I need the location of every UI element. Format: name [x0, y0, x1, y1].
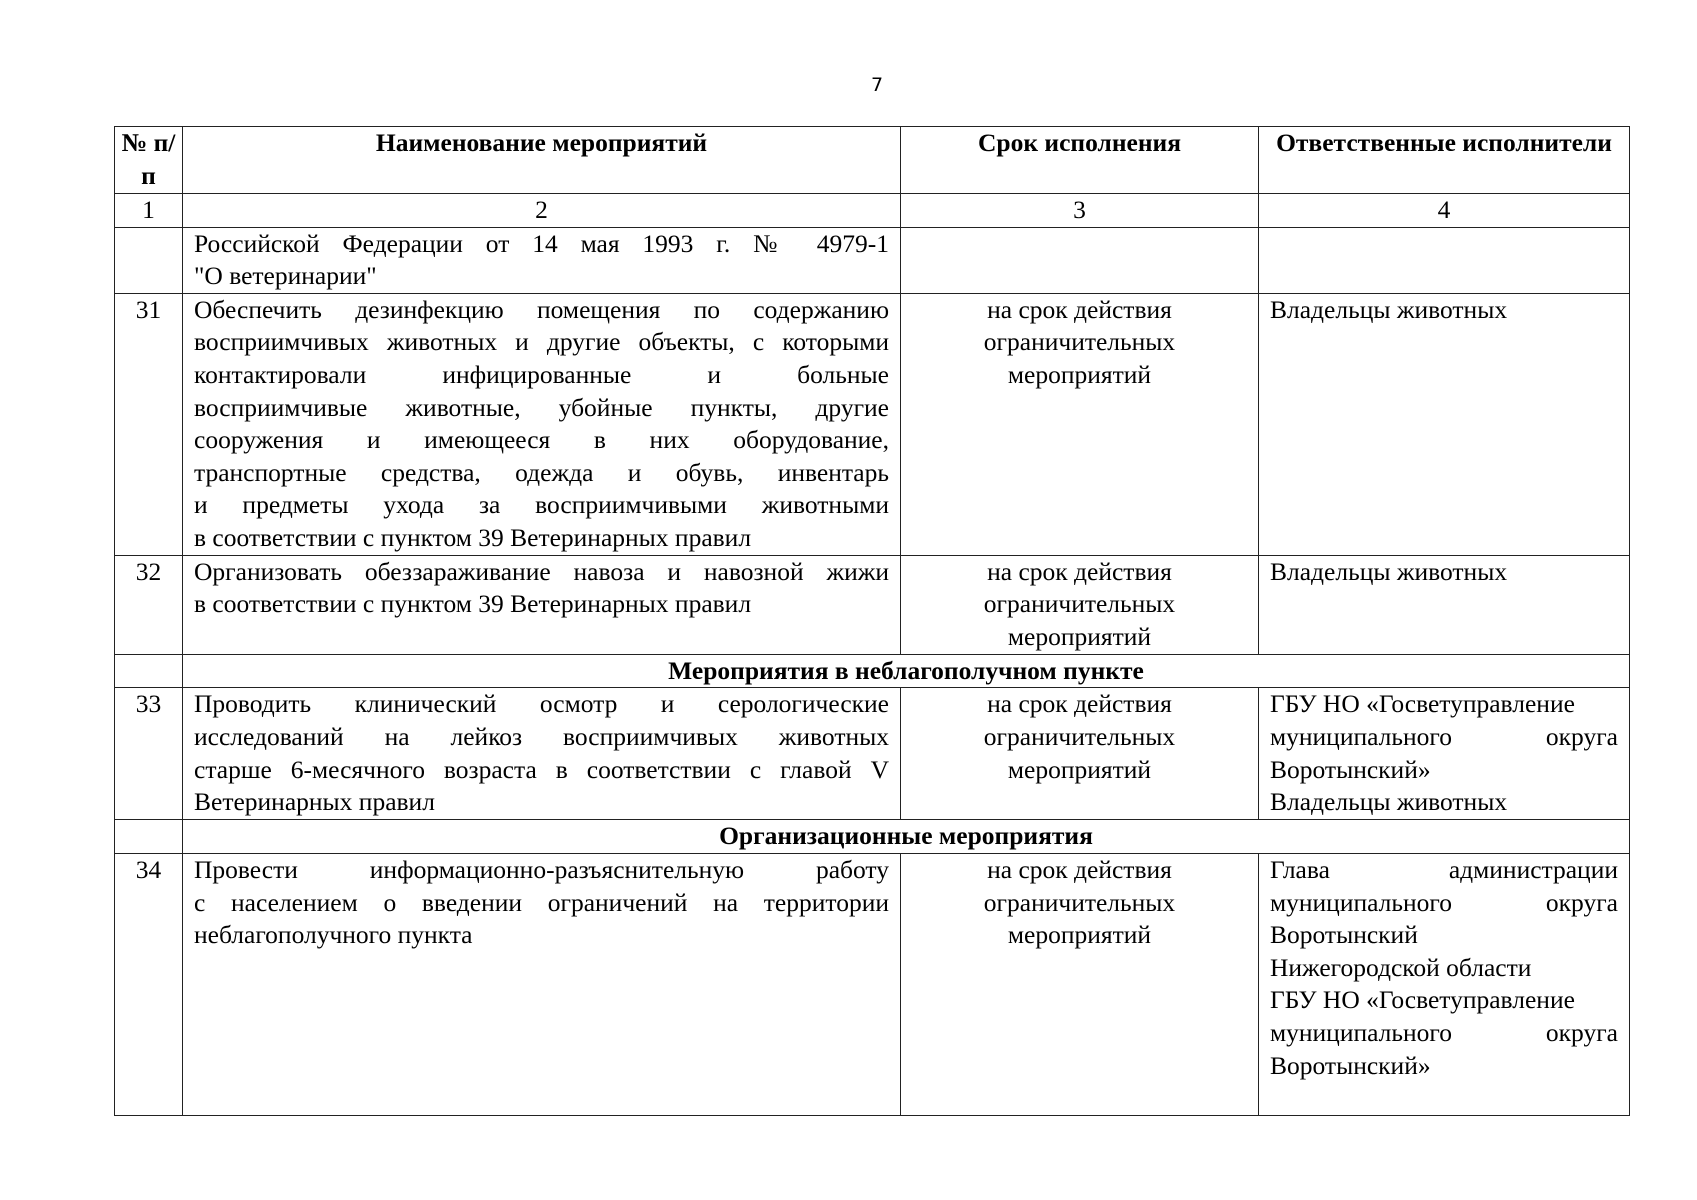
row-name: [183, 227, 901, 293]
row-name-line: в соответствии с пунктом 39 Ветеринарных правил: [194, 589, 752, 619]
row-term: [901, 293, 1259, 555]
row-responsible-line: ГБУ НО «Госветуправление: [1270, 985, 1575, 1015]
row-term-line: на срок действия: [987, 854, 1172, 884]
row-term: [901, 853, 1259, 1115]
row-number: 32: [115, 555, 183, 654]
section-title: Организационные мероприятия: [183, 820, 1630, 854]
section-title: Мероприятия в неблагополучном пункте: [183, 654, 1630, 688]
row-responsible-line: Воротынский: [1270, 920, 1418, 950]
row-term-line: ограничительных: [983, 887, 1176, 917]
header-row: [115, 127, 1630, 194]
header-term: Срок исполнения: [901, 127, 1259, 194]
row-term-line: мероприятий: [1007, 621, 1152, 651]
row-responsible-line: Воротынский»: [1270, 1050, 1431, 1080]
row-responsible-line: муниципального округа: [1270, 721, 1618, 751]
row-name-line: Обеспечить дезинфекцию помещения по содержанию: [194, 294, 889, 324]
row-number: 31: [115, 293, 183, 555]
row-responsible-line: Воротынский»: [1270, 754, 1431, 784]
table-row: [115, 688, 1630, 820]
row-name-line: Российской Федерации от 14 мая 1993 г. № 4979-1: [194, 228, 889, 258]
column-number-2: 2: [183, 194, 901, 228]
page-number: 7: [870, 74, 884, 96]
section-empty-cell: [115, 654, 183, 688]
row-name-line: исследований на лейкоз восприимчивых животных: [194, 721, 889, 751]
row-term-line: на срок действия: [987, 556, 1172, 586]
row-responsible-line: Владельцы животных: [1270, 294, 1508, 324]
row-responsible-line: Владельцы животных: [1270, 556, 1508, 586]
row-term-line: на срок действия: [987, 294, 1172, 324]
row-name: [183, 293, 901, 555]
row-number: 33: [115, 688, 183, 820]
row-responsible-line: муниципального округа: [1270, 1017, 1618, 1047]
row-responsible-line: Глава администрации: [1270, 854, 1618, 884]
row-name-line: Проводить клинический осмотр и серологические: [194, 689, 889, 719]
row-term: [901, 688, 1259, 820]
section-row: [115, 654, 1630, 688]
column-number-row: [115, 194, 1630, 228]
row-name: [183, 555, 901, 654]
row-name-line: неблагополучного пункта: [194, 920, 473, 950]
table-row: [115, 853, 1630, 1115]
row-name-line: с населением о введении ограничений на территории: [194, 887, 889, 917]
table-row: [115, 293, 1630, 555]
row-term: [901, 555, 1259, 654]
column-number-1: 1: [115, 194, 183, 228]
row-number: [115, 227, 183, 293]
row-responsible-line: муниципального округа: [1270, 887, 1618, 917]
row-term-line: ограничительных: [983, 721, 1176, 751]
row-name-line: старше 6-месячного возраста в соответствии с главой V: [194, 754, 889, 784]
header-responsible: Ответственные исполнители: [1259, 127, 1630, 194]
row-name-line: "О ветеринарии": [194, 261, 377, 291]
section-row: [115, 820, 1630, 854]
row-responsible: [1259, 293, 1630, 555]
section-empty-cell: [115, 820, 183, 854]
measures-table: [114, 126, 1630, 1116]
row-term-line: ограничительных: [983, 589, 1176, 619]
row-responsible: [1259, 227, 1630, 293]
row-number: 34: [115, 853, 183, 1115]
table-row: [115, 227, 1630, 293]
row-term-line: мероприятий: [1007, 920, 1152, 950]
row-name-line: Провести информационно-разъяснительную работу: [194, 854, 889, 884]
row-name-line: восприимчивые животные, убойные пункты, другие: [194, 392, 889, 422]
row-name-line: и предметы ухода за восприимчивыми животными: [194, 490, 889, 520]
row-name-line: контактировали инфицированные и больные: [194, 359, 889, 389]
row-name-line: восприимчивых животных и другие объекты, с которыми: [194, 327, 889, 357]
row-responsible-line: Владельцы животных: [1270, 787, 1508, 817]
table-row: [115, 555, 1630, 654]
row-name-line: сооружения и имеющееся в них оборудование,: [194, 425, 889, 455]
row-responsible: [1259, 555, 1630, 654]
row-term-line: на срок действия: [987, 689, 1172, 719]
row-term-line: ограничительных: [983, 327, 1176, 357]
row-term-line: мероприятий: [1007, 754, 1152, 784]
row-name-line: транспортные средства, одежда и обувь, инвентарь: [194, 457, 889, 487]
row-term: [901, 227, 1259, 293]
column-number-3: 3: [901, 194, 1259, 228]
row-name: [183, 853, 901, 1115]
column-number-4: 4: [1259, 194, 1630, 228]
row-name: [183, 688, 901, 820]
row-name-line: Ветеринарных правил: [194, 787, 435, 817]
row-responsible-line: ГБУ НО «Госветуправление: [1270, 689, 1575, 719]
row-name-line: в соответствии с пунктом 39 Ветеринарных правил: [194, 522, 752, 552]
header-num: № п/п: [115, 127, 183, 194]
row-responsible-line: Нижегородской области: [1270, 952, 1532, 982]
row-responsible: [1259, 688, 1630, 820]
row-name-line: Организовать обеззараживание навоза и навозной жижи: [194, 556, 889, 586]
row-responsible: [1259, 853, 1630, 1115]
header-name: Наименование мероприятий: [183, 127, 901, 194]
row-term-line: мероприятий: [1007, 359, 1152, 389]
